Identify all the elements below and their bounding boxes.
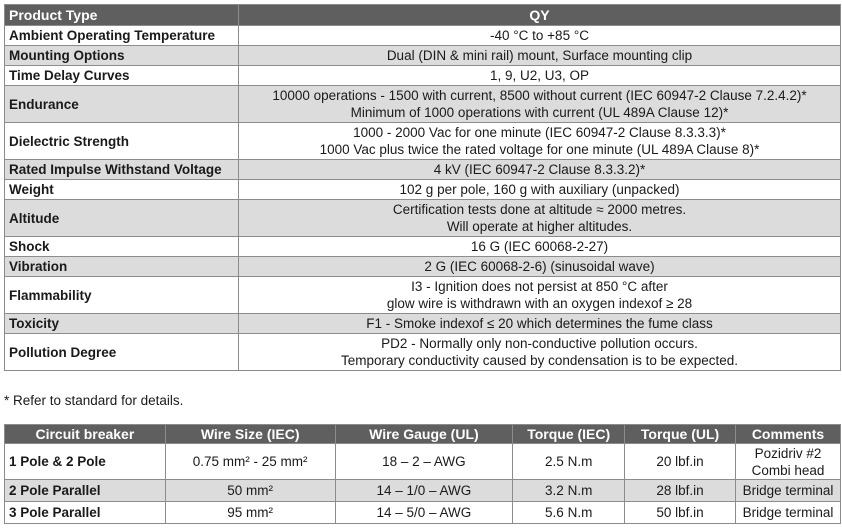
spec-row	[5, 26, 841, 46]
wiring-table	[4, 424, 841, 524]
wiring-cell: 14 – 5/0 – AWG	[335, 502, 513, 524]
wiring-cell: 5.6 N.m	[513, 502, 625, 524]
spec-label: Dielectric Strength	[5, 123, 239, 160]
wiring-column-header: Torque (UL)	[625, 425, 736, 444]
spec-label: Vibration	[5, 257, 239, 277]
spec-row	[5, 200, 841, 237]
footnote: * Refer to standard for details.	[4, 393, 184, 408]
spec-label: Ambient Operating Temperature	[5, 26, 239, 46]
spec-value-line: I3 - Ignition does not persist at 850 °C after	[411, 279, 668, 294]
spec-value-line: -40 °C to +85 °C	[490, 28, 589, 43]
product-model-header: QY	[239, 5, 841, 26]
wiring-column-header: Torque (IEC)	[513, 425, 625, 444]
spec-label: Shock	[5, 237, 239, 257]
spec-row	[5, 257, 841, 277]
wiring-column-header: Comments	[736, 425, 841, 444]
spec-value	[239, 334, 841, 371]
spec-row	[5, 46, 841, 66]
spec-row	[5, 180, 841, 200]
wiring-cell: 2.5 N.m	[513, 444, 625, 480]
spec-value	[239, 257, 841, 277]
comment-cell	[736, 502, 841, 524]
wiring-cell: 0.75 mm² - 25 mm²	[165, 444, 335, 480]
spec-value	[239, 200, 841, 237]
specifications-table	[4, 4, 841, 371]
spec-value	[239, 66, 841, 86]
spec-value-line: 2 G (IEC 60068-2-6) (sinusoidal wave)	[424, 259, 655, 274]
spec-value-line: 1000 Vac plus twice the rated voltage for one minute (UL 489A Clause 8)*	[319, 142, 760, 157]
spec-value-line: 102 g per pole, 160 g with auxiliary (unpacked)	[399, 182, 680, 197]
spec-value	[239, 46, 841, 66]
spec-label: Time Delay Curves	[5, 66, 239, 86]
spec-row	[5, 237, 841, 257]
wiring-cell: 50 lbf.in	[625, 502, 736, 524]
spec-value	[239, 277, 841, 314]
spec-value-line: 1000 - 2000 Vac for one minute (IEC 60947-2 Clause 8.3.3.3)*	[353, 125, 726, 140]
breaker-type-cell: 2 Pole Parallel	[5, 480, 166, 502]
wiring-column-header: Wire Size (IEC)	[165, 425, 335, 444]
comment-line: Pozidriv #2	[754, 445, 822, 461]
product-type-header: Product Type	[5, 5, 239, 26]
spec-label: Pollution Degree	[5, 334, 239, 371]
wiring-column-header: Wire Gauge (UL)	[335, 425, 513, 444]
comment-cell	[736, 480, 841, 502]
spec-value	[239, 26, 841, 46]
spec-value	[239, 314, 841, 334]
spec-value-line: PD2 - Normally only non-conductive pollution occurs.	[381, 336, 698, 351]
spec-value	[239, 160, 841, 180]
spec-row	[5, 160, 841, 180]
wiring-header-row	[5, 425, 841, 444]
spec-label: Rated Impulse Withstand Voltage	[5, 160, 239, 180]
spec-value-line: glow wire is withdrawn with an oxygen indexof ≥ 28	[386, 296, 693, 311]
spec-value-line: Temporary conductivity caused by condensation is to be expected.	[341, 353, 738, 368]
breaker-type-cell: 3 Pole Parallel	[5, 502, 166, 524]
spec-value-line: 4 kV (IEC 60947-2 Clause 8.3.3.2)*	[433, 162, 646, 177]
wiring-cell: 3.2 N.m	[513, 480, 625, 502]
spec-header-row	[5, 5, 841, 26]
spec-value	[239, 123, 841, 160]
comment-line: Bridge terminal	[742, 483, 834, 498]
wiring-cell: 50 mm²	[165, 480, 335, 502]
spec-label: Altitude	[5, 200, 239, 237]
breaker-type-cell: 1 Pole & 2 Pole	[5, 444, 166, 480]
spec-value-line: Minimum of 1000 operations with current (UL 489A Clause 12)*	[350, 105, 729, 120]
spec-value-line: Will operate at higher altitudes.	[446, 219, 633, 234]
spec-value-line: F1 - Smoke indexof ≤ 20 which determines the fume class	[366, 316, 713, 331]
spec-label: Toxicity	[5, 314, 239, 334]
wiring-cell: 20 lbf.in	[625, 444, 736, 480]
spec-row	[5, 66, 841, 86]
comment-line: Combi head	[751, 462, 825, 478]
spec-label: Endurance	[5, 86, 239, 123]
spec-value-line: Dual (DIN & mini rail) mount, Surface mounting clip	[386, 48, 693, 63]
wiring-cell: 95 mm²	[165, 502, 335, 524]
wiring-cell: 14 – 1/0 – AWG	[335, 480, 513, 502]
spec-value	[239, 86, 841, 123]
spec-value-line: 1, 9, U2, U3, OP	[489, 68, 590, 83]
wiring-column-header: Circuit breaker	[5, 425, 166, 444]
spec-row	[5, 123, 841, 160]
spec-value-line: 16 G (IEC 60068-2-27)	[470, 239, 609, 254]
comment-cell	[736, 444, 841, 480]
wiring-row	[5, 444, 841, 480]
wiring-cell: 28 lbf.in	[625, 480, 736, 502]
spec-row	[5, 277, 841, 314]
spec-label: Weight	[5, 180, 239, 200]
comment-line: Bridge terminal	[742, 505, 834, 520]
spec-label: Mounting Options	[5, 46, 239, 66]
spec-row	[5, 314, 841, 334]
spec-value-line: Certification tests done at altitude ≈ 2000 metres.	[392, 202, 687, 217]
spec-row	[5, 334, 841, 371]
wiring-cell: 18 – 2 – AWG	[335, 444, 513, 480]
spec-value-line: 10000 operations - 1500 with current, 8500 without current (IEC 60947-2 Clause 7.2.4.2)*	[272, 88, 807, 103]
spec-label: Flammability	[5, 277, 239, 314]
wiring-row	[5, 502, 841, 524]
spec-value	[239, 180, 841, 200]
wiring-row	[5, 480, 841, 502]
spec-value	[239, 237, 841, 257]
spec-row	[5, 86, 841, 123]
